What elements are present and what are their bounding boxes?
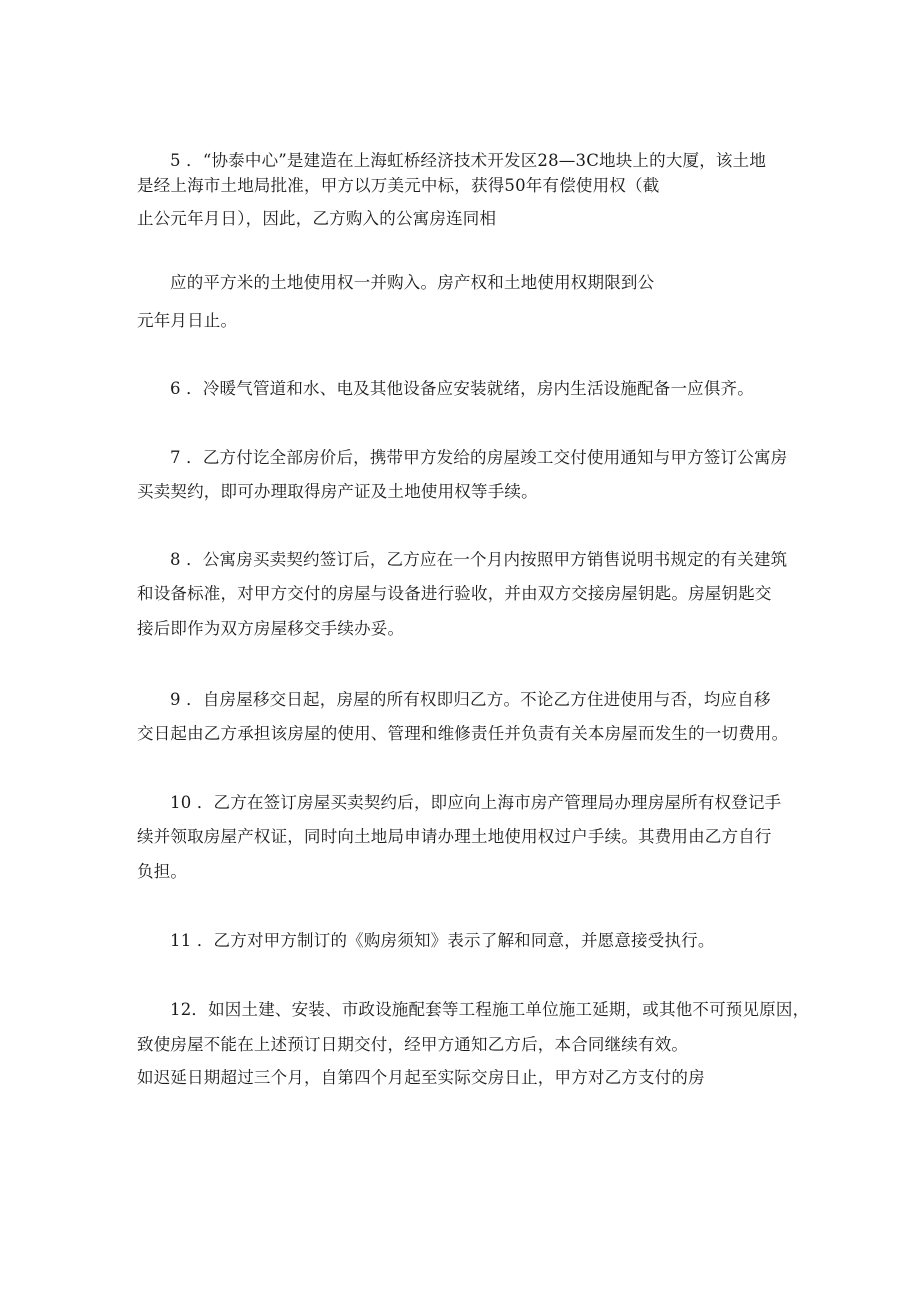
clause-6-line-1: 6 ．冷暖气管道和水、电及其他设备应安装就绪，房内生活设施配备一应俱齐。 xyxy=(170,379,754,398)
clause-11-line-1: 11 ．乙方对甲方制订的《购房须知》表示了解和同意，并愿意接受执行。 xyxy=(170,931,715,950)
clause-8-line-3: 接后即作为双方房屋移交手续办妥。 xyxy=(137,619,405,638)
clause-10-line-2: 续并领取房屋产权证，同时向土地局申请办理土地使用权过户手续。其费用由乙方自行 xyxy=(137,827,772,846)
clause-5-line-5: 元年月日止。 xyxy=(137,311,238,330)
clause-8-line-2: 和设备标准，对甲方交付的房屋与设备进行验收，并由双方交接房屋钥匙。房屋钥匙交 xyxy=(137,584,772,603)
clause-10-line-3: 负担。 xyxy=(137,862,188,881)
clause-5-line-3: 止公元年月日），因此，乙方购入的公寓房连同相 xyxy=(137,209,497,228)
clause-9-line-1: 9 ．自房屋移交日起，房屋的所有权即归乙方。不论乙方住进使用与否，均应自移 xyxy=(170,690,771,709)
clause-5-line-2: 是经上海市土地局批准，甲方以万美元中标，获得50年有偿使用权（截 xyxy=(137,176,660,195)
clause-7-line-1: 7 ．乙方付讫全部房价后，携带甲方发给的房屋竣工交付使用通知与甲方签订公寓房 xyxy=(170,448,788,467)
clause-5-line-4: 应的平方米的土地使用权一并购入。房产权和土地使用权期限到公 xyxy=(170,273,655,292)
clause-12-line-2: 致使房屋不能在上述预订日期交付，经甲方通知乙方后，本合同继续有效。 xyxy=(137,1035,689,1054)
clause-12-line-1: 12．如因土建、安装、市政设施配套等工程施工单位施工延期，或其他不可预见原因， xyxy=(170,1000,810,1019)
clause-12-line-3: 如迟延日期超过三个月，自第四个月起至实际交房日止，甲方对乙方支付的房 xyxy=(137,1068,705,1087)
clause-8-line-1: 8 ．公寓房买卖契约签订后，乙方应在一个月内按照甲方销售说明书规定的有关建筑 xyxy=(170,550,788,569)
clause-7-line-2: 买卖契约，即可办理取得房产证及土地使用权等手续。 xyxy=(137,482,538,501)
clause-9-line-2: 交日起由乙方承担该房屋的使用、管理和维修责任并负责有关本房屋而发生的一切费用。 xyxy=(137,724,789,743)
clause-10-line-1: 10 ．乙方在签订房屋买卖契约后，即应向上海市房产管理局办理房屋所有权登记手 xyxy=(170,793,782,812)
clause-5-line-1: 5 ．“协泰中心”是建造在上海虹桥经济技术开发区28—3C地块上的大厦，该土地 xyxy=(170,151,767,170)
